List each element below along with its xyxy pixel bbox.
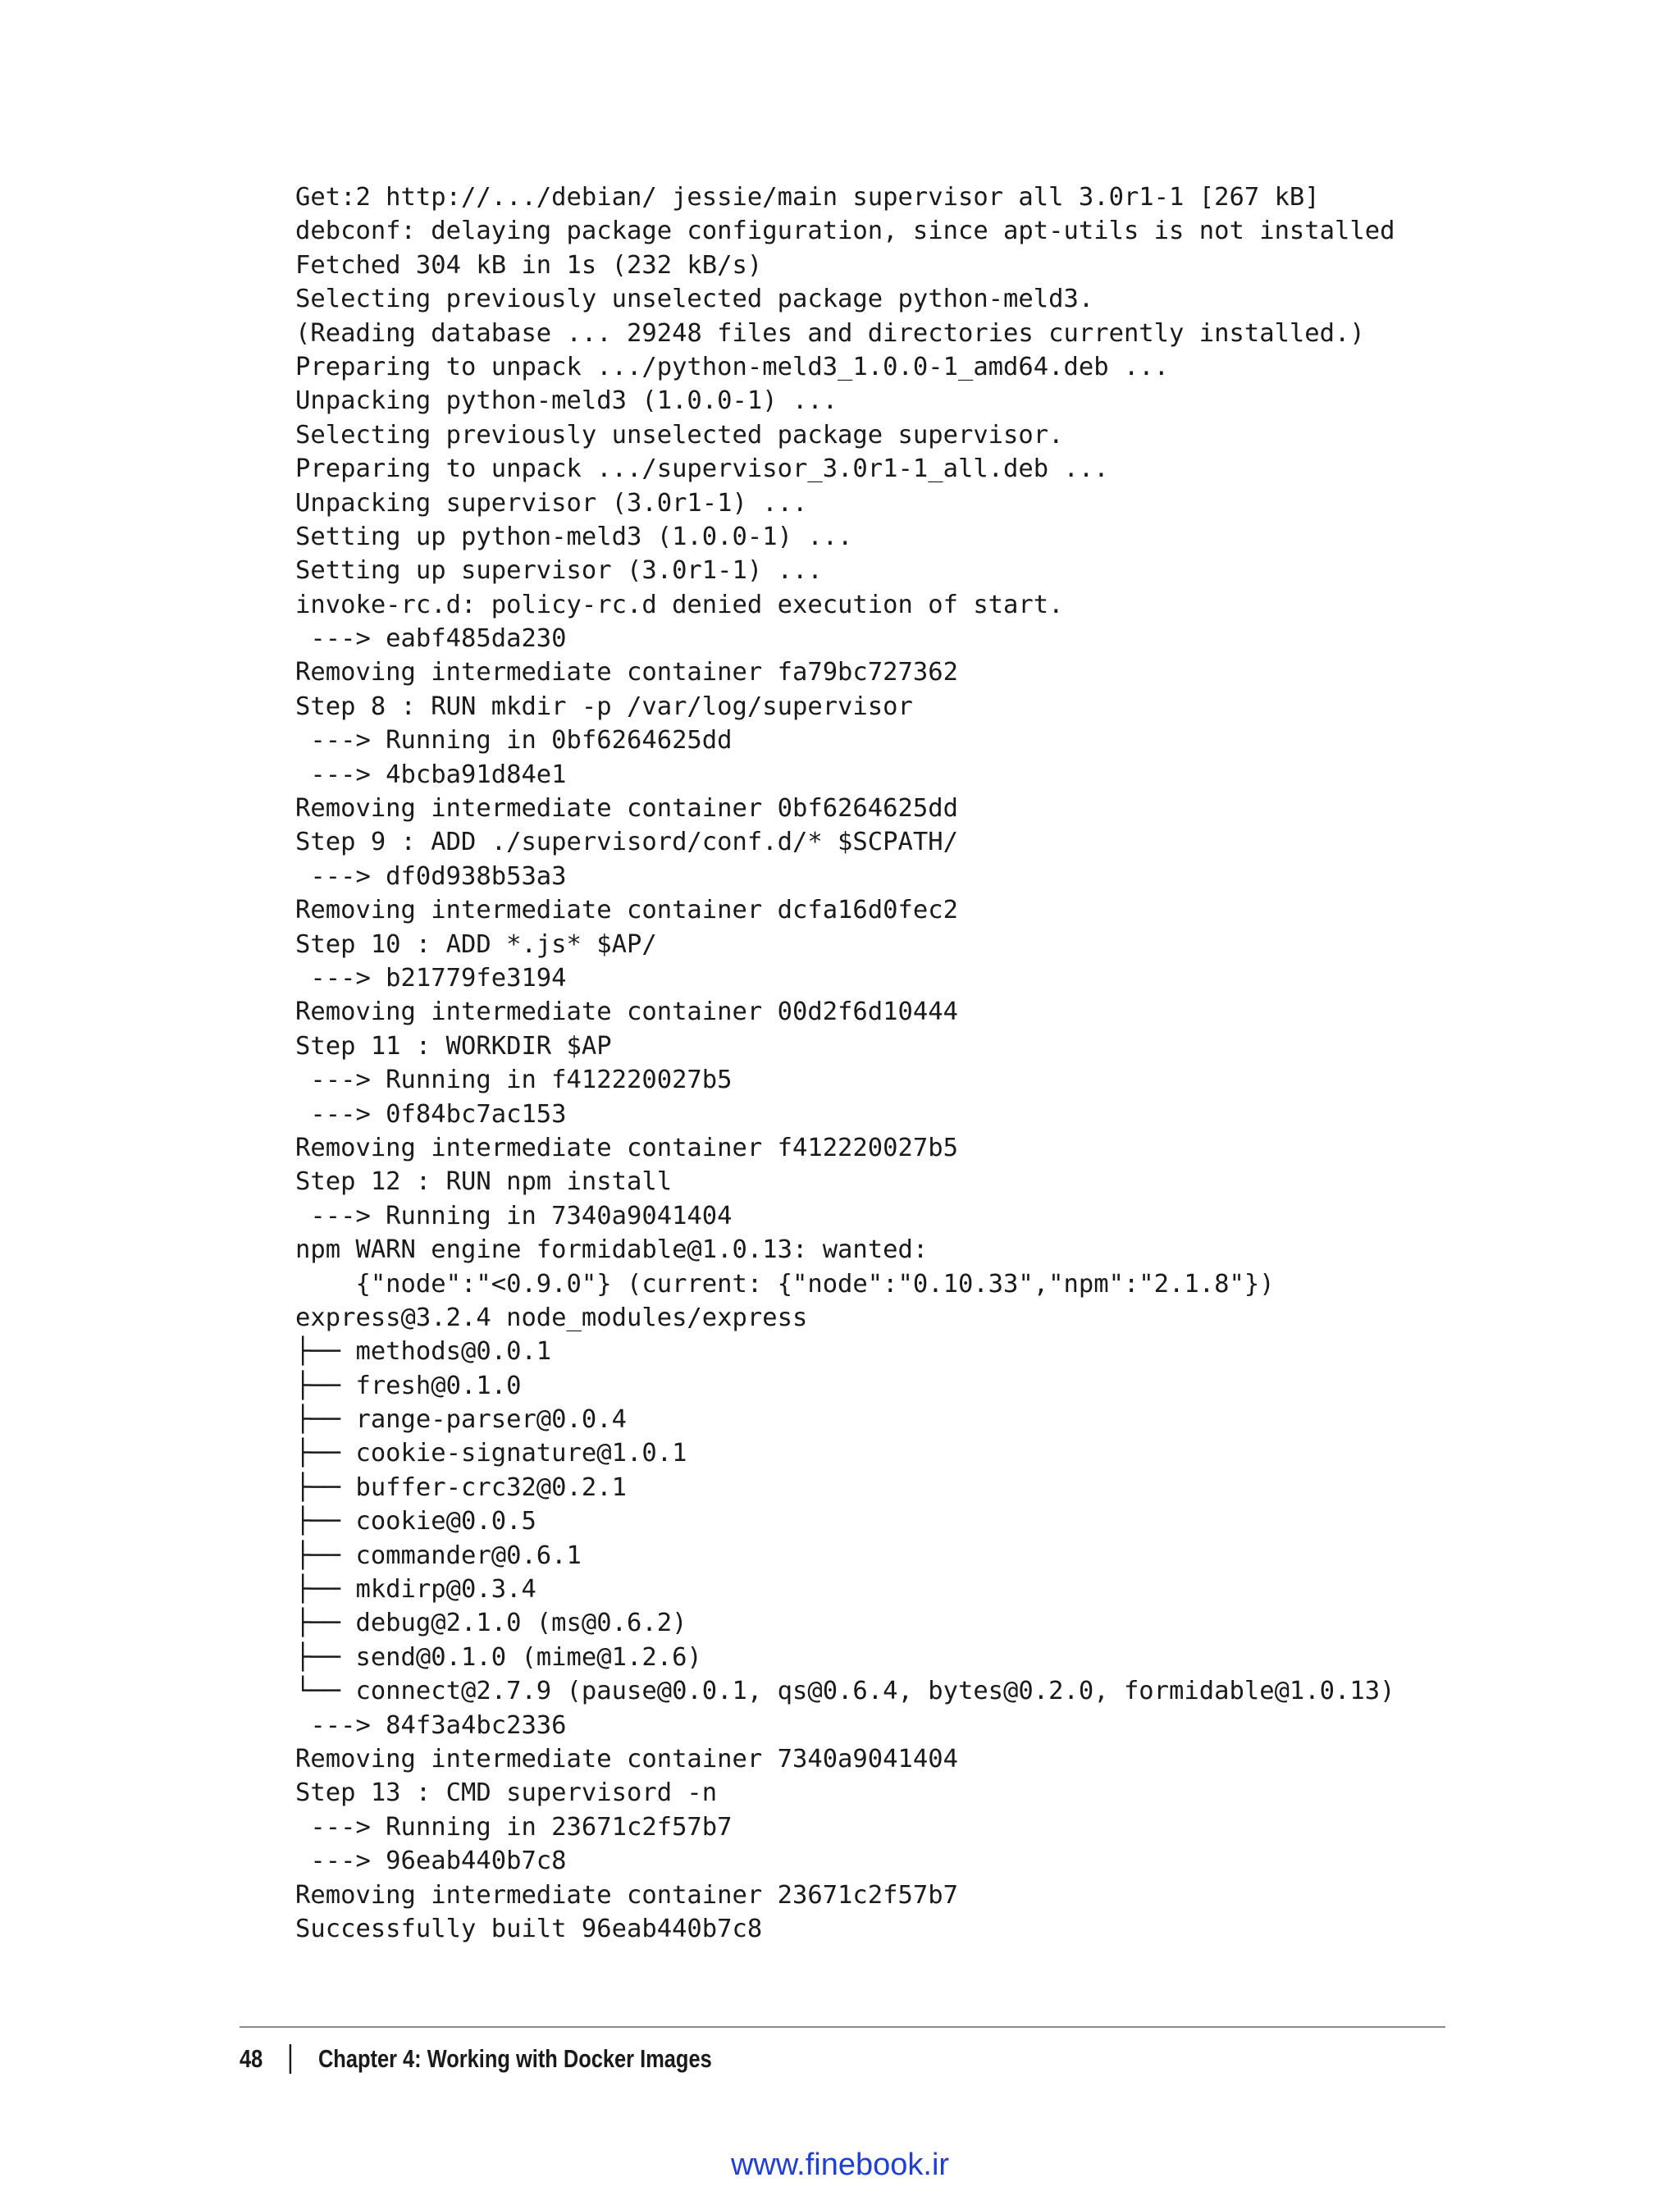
code-line: └── connect@2.7.9 (pause@0.0.1, qs@0.6.4, bytes@0.2.0, formidable@1.0.13) (295, 1677, 1395, 1706)
code-line: Step 13 : CMD supervisord -n (295, 1778, 718, 1808)
code-line: npm WARN engine formidable@1.0.13: wanted: (295, 1235, 929, 1265)
code-line: Setting up python-meld3 (1.0.0-1) ... (295, 522, 853, 551)
code-line: Preparing to unpack .../python-meld3_1.0.0-1_amd64.deb ... (295, 352, 1170, 381)
code-line: express@3.2.4 node_modules/express (295, 1303, 808, 1332)
code-line: Removing intermediate container 0bf6264625dd (295, 794, 958, 824)
code-line: Unpacking supervisor (3.0r1-1) ... (295, 488, 808, 518)
code-line: Get:2 http://.../debian/ jessie/main supervisor all 3.0r1-1 [267 kB] (295, 183, 1320, 212)
code-line: ├── cookie-signature@1.0.1 (295, 1439, 687, 1468)
terminal-output-block (295, 180, 1477, 1946)
code-line: Removing intermediate container dcfa16d0fec2 (295, 896, 958, 925)
code-line: ├── debug@2.1.0 (ms@0.6.2) (295, 1609, 687, 1638)
code-line: Setting up supervisor (3.0r1-1) ... (295, 556, 823, 586)
code-line: ├── cookie@0.0.5 (295, 1507, 536, 1536)
code-line: Unpacking python-meld3 (1.0.0-1) ... (295, 386, 838, 416)
code-line: Step 9 : ADD ./supervisord/conf.d/* $SCPATH/ (295, 828, 958, 857)
watermark-link[interactable]: www.finebook.ir (730, 2148, 950, 2182)
code-line: ├── mkdirp@0.3.4 (295, 1575, 536, 1605)
code-line: ---> Running in f412220027b5 (295, 1066, 733, 1095)
code-line: Selecting previously unselected package supervisor. (295, 420, 1064, 450)
footer-divider (240, 2026, 1445, 2028)
code-line: Removing intermediate container f412220027b5 (295, 1133, 958, 1162)
page-number: 48 (240, 2044, 263, 2073)
code-line: Removing intermediate container 7340a9041404 (295, 1744, 958, 1774)
code-line: Selecting previously unselected package python-meld3. (295, 285, 1094, 314)
code-line: ├── commander@0.6.1 (295, 1541, 582, 1570)
code-line: Successfully built 96eab440b7c8 (295, 1914, 763, 1943)
code-line: Fetched 304 kB in 1s (232 kB/s) (295, 250, 763, 280)
code-line: debconf: delaying package configuration, since apt-utils is not installed (295, 217, 1395, 246)
code-line: ├── range-parser@0.0.4 (295, 1405, 627, 1435)
code-line: ---> b21779fe3194 (295, 963, 567, 993)
code-line: Removing intermediate container 23671c2f57b7 (295, 1880, 958, 1910)
code-line: Step 8 : RUN mkdir -p /var/log/supervisor (295, 692, 913, 721)
code-line: Preparing to unpack .../supervisor_3.0r1-1_all.deb ... (295, 454, 1109, 484)
code-line: ├── send@0.1.0 (mime@1.2.6) (295, 1642, 702, 1672)
code-line: ---> Running in 7340a9041404 (295, 1201, 733, 1230)
code-line: ---> eabf485da230 (295, 624, 567, 654)
code-line: (Reading database ... 29248 files and directories currently installed.) (295, 318, 1365, 348)
code-line: invoke-rc.d: policy-rc.d denied execution of start. (295, 590, 1064, 619)
code-line: ├── buffer-crc32@0.2.1 (295, 1472, 627, 1502)
code-line: {"node":"<0.9.0"} (current: {"node":"0.10.33","npm":"2.1.8"}) (295, 1269, 1275, 1299)
page-footer (240, 2041, 712, 2077)
chapter-title: Chapter 4: Working with Docker Images (317, 2044, 712, 2073)
code-line: ---> 84f3a4bc2336 (295, 1710, 567, 1740)
code-line: ---> 96eab440b7c8 (295, 1847, 567, 1876)
code-line: ---> df0d938b53a3 (295, 861, 567, 891)
code-line: ---> 0f84bc7ac153 (295, 1099, 567, 1129)
code-line: ---> Running in 0bf6264625dd (295, 726, 733, 756)
code-line: ├── methods@0.0.1 (295, 1337, 552, 1367)
code-line: ---> 4bcba91d84e1 (295, 760, 567, 789)
code-line: Step 10 : ADD *.js* $AP/ (295, 929, 657, 959)
code-line: Step 12 : RUN npm install (295, 1167, 673, 1197)
code-line: Removing intermediate container 00d2f6d10444 (295, 998, 958, 1027)
code-line: Step 11 : WORKDIR $AP (295, 1031, 612, 1061)
footer-separator (290, 2044, 291, 2074)
code-line: Removing intermediate container fa79bc727362 (295, 658, 958, 687)
code-line: ---> Running in 23671c2f57b7 (295, 1812, 733, 1842)
code-line: ├── fresh@0.1.0 (295, 1371, 522, 1400)
